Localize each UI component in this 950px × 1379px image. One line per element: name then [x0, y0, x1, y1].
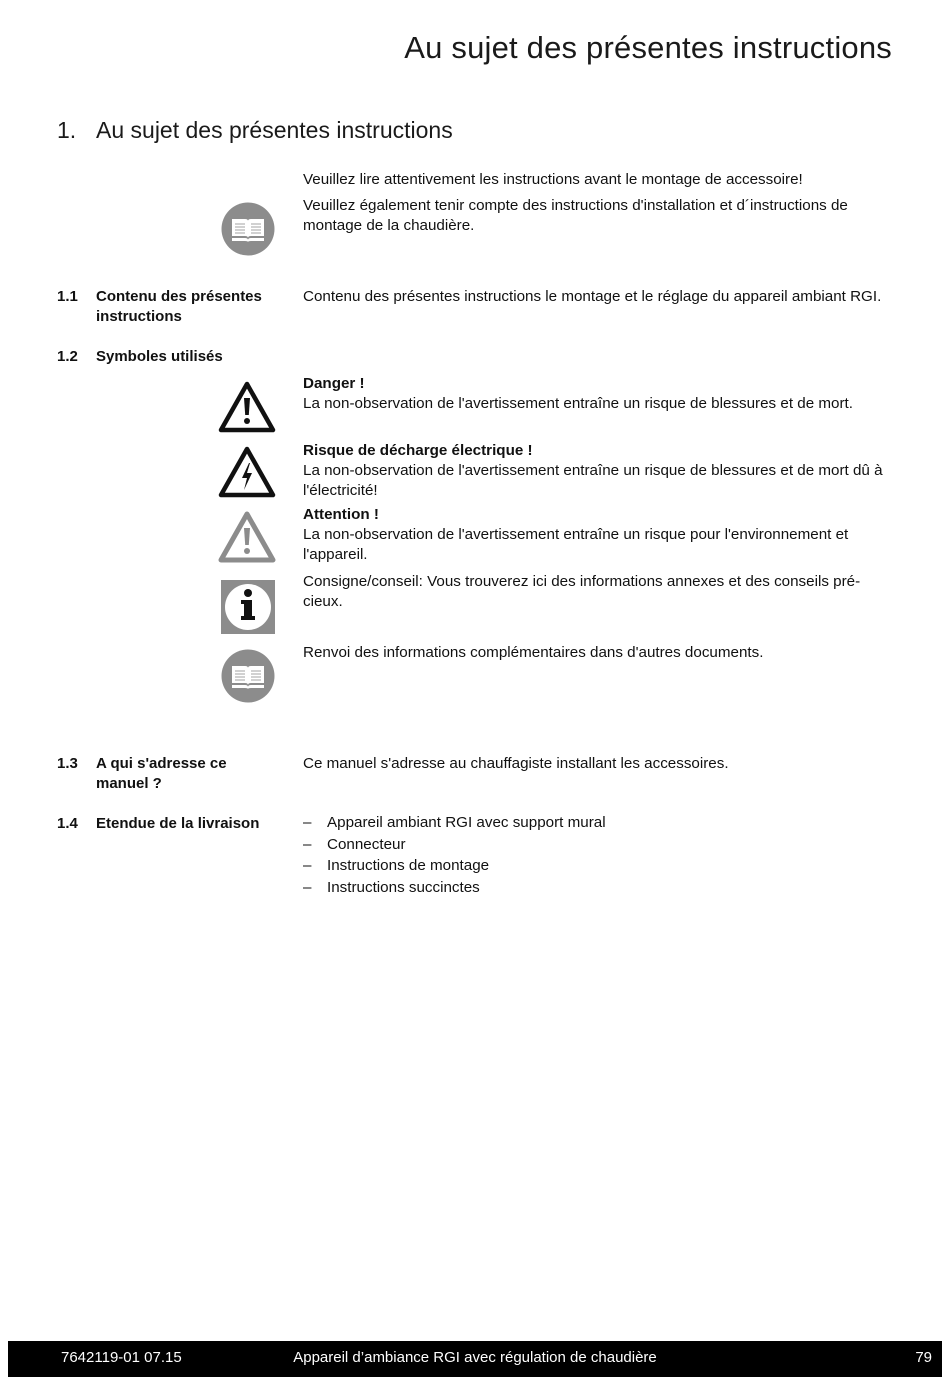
info-icon [221, 580, 275, 634]
subsection-title-1-2: Symboles utilisés [96, 348, 223, 365]
tip-text: Consigne/conseil: Vous trouverez ici des informations annexes et des conseils pré-cieux. [303, 573, 861, 610]
list-item: – Connecteur [303, 835, 406, 853]
electric-title: Risque de décharge électrique ! [303, 442, 533, 459]
book-icon [221, 202, 275, 256]
list-item: – Appareil ambiant RGI avec support mural [303, 814, 606, 831]
subsection-title-1-1: Contenu des présentes instructions [96, 288, 262, 325]
attention-icon [218, 511, 276, 563]
reference-text: Renvoi des informations complémentaires dans d'autres documents. [303, 644, 764, 661]
danger-title: Danger ! [303, 375, 365, 392]
footer-product: Appareil d’ambiance RGI avec régulation de chaudière [293, 1349, 657, 1366]
intro-line-2: Veuillez également tenir compte des instructions d'installation et d´instructions de montage de la chaudière. [303, 197, 848, 234]
electric-shock-icon [218, 446, 276, 498]
subsection-text-1-1: Contenu des présentes instructions le montage et le réglage du appareil ambiant RGI. [303, 288, 882, 305]
subsection-number-1-4: 1.4 [57, 815, 78, 832]
attention-title: Attention ! [303, 506, 379, 523]
page-footer [8, 1341, 942, 1377]
attention-text: La non-observation de l'avertissement entraîne un risque pour l'environnement et l'appareil. [303, 526, 849, 563]
subsection-title-1-3: A qui s'adresse ce manuel ? [96, 755, 227, 792]
danger-warning-icon [218, 381, 276, 433]
delivery-list [303, 812, 893, 899]
section-number: 1. [57, 117, 77, 143]
section-title [57, 117, 453, 144]
list-item: – Instructions succinctes [303, 879, 480, 897]
subsection-number-1-2: 1.2 [57, 348, 78, 365]
book-icon [221, 649, 275, 703]
footer-page-number: 79 [915, 1349, 932, 1366]
footer-doc-number: 7642119-01 07.15 [61, 1349, 182, 1366]
intro-line-1: Veuillez lire attentivement les instructions avant le montage de accessoire! [303, 171, 803, 188]
subsection-title-1-4: Etendue de la livraison [96, 815, 260, 832]
list-item: – Instructions de montage [303, 857, 490, 875]
subsection-number-1-1: 1.1 [57, 288, 78, 305]
electric-text: La non-observation de l'avertissement entraîne un risque de blessures et de mort dû à l'électricité! [303, 462, 883, 499]
subsection-text-1-3: Ce manuel s'adresse au chauffagiste installant les accessoires. [303, 755, 729, 772]
subsection-number-1-3: 1.3 [57, 755, 78, 772]
page-header-title: Au sujet des présentes instructions [404, 30, 892, 65]
section-title-text: Au sujet des présentes instructions [96, 117, 453, 143]
danger-text: La non-observation de l'avertissement entraîne un risque de blessures et de mort. [303, 395, 853, 412]
